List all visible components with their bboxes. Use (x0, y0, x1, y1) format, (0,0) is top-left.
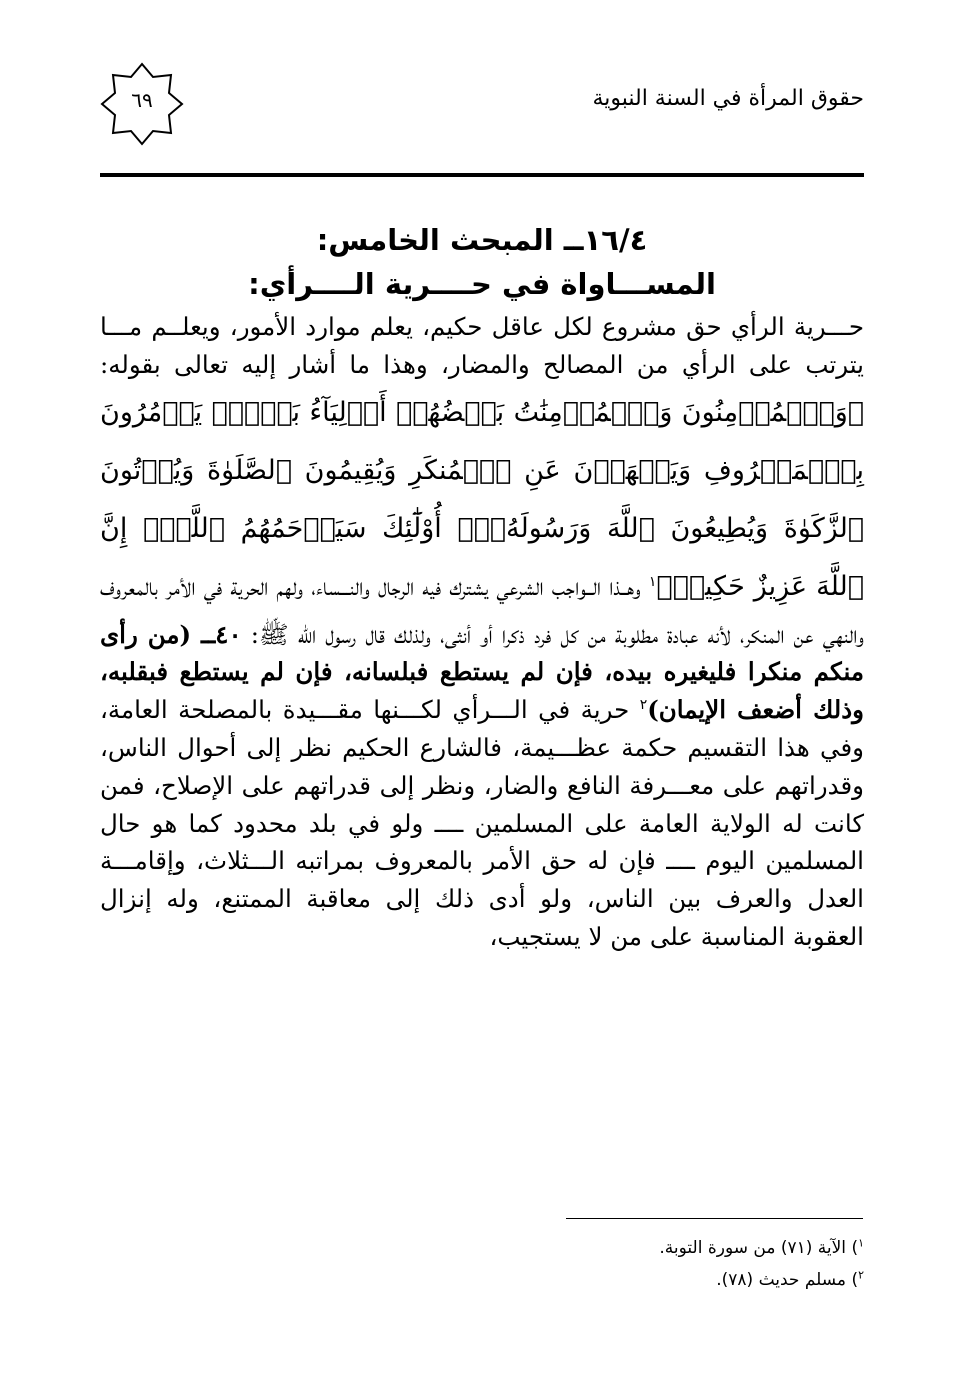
footnote-ref-1: ١ (648, 573, 657, 590)
paragraph-1-continuation: وهــذا الــواجب الشرعي يشترك فيه الرجال والنـــساء، ولهم الحرية في الأمر بالمعروف والنهي عن المنكر، لأنه عبادة مطلوبة من كل فرد ذكرا أو أنثى، ولذلك قال رسول الله ﷺ: (100, 571, 864, 649)
paragraph-1-intro: حـــرية الرأي حق مشروع لكل عاقل حكيم، يعلم موارد الأمور، ويعلــم مـــا يترتب على الرأي من المصالح والمضار، وهذا ما أشار إليه تعالى بقوله: (100, 312, 864, 379)
footnote-2-text: ) مسلم حديث (٧٨). (716, 1270, 859, 1290)
footnote-divider (566, 1218, 863, 1219)
footnote-2 (444, 1264, 864, 1296)
main-text (100, 218, 864, 956)
paragraph-2: حرية في الـــرأي لكـــنها مقـــيدة بالمصلحة العامة، وفي هذا التقسيم حكمة عظـــيمة، فالشارع الحكيم نظر إلى أحوال الناس، وقدراتهم على معـــرفة النافع والضار، ونظر إلى قدراتهم على الإصلاح، فمن كانت له الولاية العامة على المسلمين ــــ ولو في بلد محدود كما هو حال المسلمين اليوم ــــ فإن له حق الأمر بالمعروف بمراتبه الـــثلاث، وإقامـــة العدل والعرف بين الناس، ولو أدى ذلك إلى معاقبة الممتنع، وله إنزال العقوبة المناسبة على من لا يستجيب، (100, 695, 864, 951)
hadith-text: ٤٠ــ (من رأى منكم منكرا فليغيره بيده، فإن لم يستطع فبلسانه، فإن لم يستطع فبقلبه، وذلك أضعف الإيمان) (100, 619, 864, 725)
header-divider (100, 173, 864, 177)
section-subtitle: المســـاواة في حــــرية الــــرأي: (248, 267, 716, 301)
footnote-ref-2: ٢ (639, 697, 648, 714)
page-number: ٦٩ (131, 88, 153, 112)
quran-verse: ﴿وَٱلۡمُؤۡمِنُونَ وَٱلۡمُؤۡمِنَٰتُ بَعۡضُهُمۡ أَوۡلِيَآءُ بَعۡضٖۚ يَأۡمُرُونَ بِٱلۡمَعۡرُوفِ وَيَنۡهَوۡنَ عَنِ ٱلۡمُنكَرِ وَيُقِيمُونَ ٱلصَّلَوٰةَ وَيُؤۡتُونَ ٱلزَّكَوٰةَ وَيُطِيعُونَ ٱللَّهَ وَرَسُولَهُۥٓۚ أُوْلَٰٓئِكَ سَيَرۡحَمُهُمُ ٱللَّهُۗ إِنَّ ٱللَّهَ عَزِيزٌ حَكِيمٞ﴾ (100, 396, 864, 602)
footnotes (444, 1232, 864, 1296)
section-number-title: ١٦/٤ــ المبحث الخامس: (316, 223, 648, 257)
footnote-1-marker: ١ (858, 1236, 864, 1250)
footnote-2-marker: ٢ (858, 1268, 864, 1282)
running-title: حقوق المرأة في السنة النبوية (592, 86, 864, 111)
paragraph-1 (100, 308, 864, 956)
footnote-1 (444, 1232, 864, 1264)
footnote-1-text: ) الآية (٧١) من سورة التوبة. (659, 1238, 859, 1258)
page-number-badge (100, 62, 184, 146)
